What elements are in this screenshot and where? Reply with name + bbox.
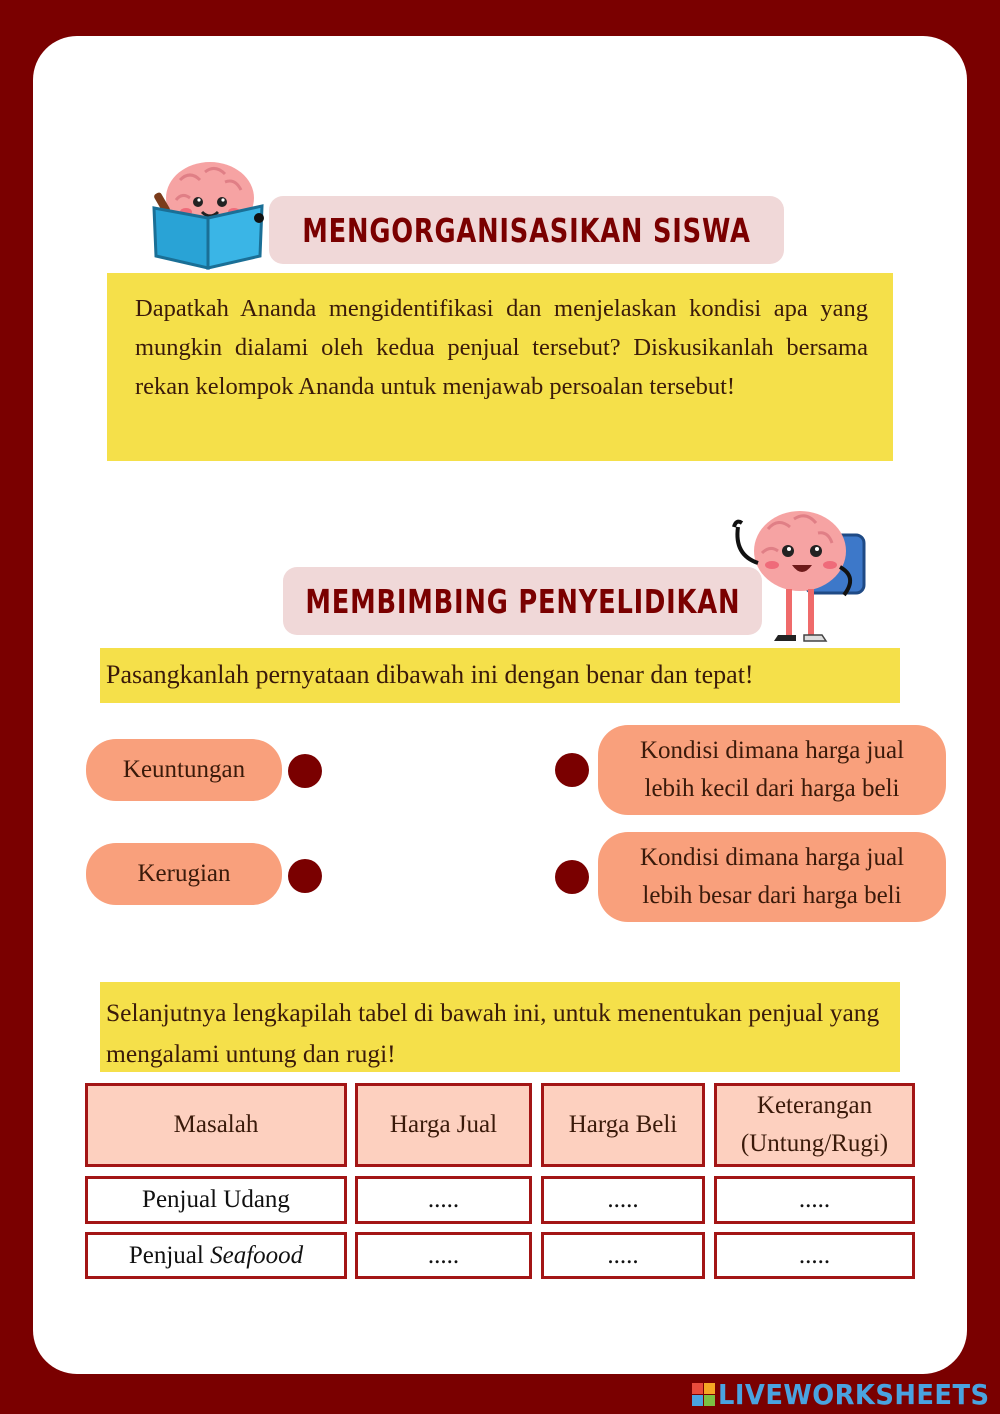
table-cell-harga-beli[interactable] [541,1176,705,1224]
section-title-organize: MENGORGANISASIKAN SISWA [302,210,751,250]
blank-placeholder: ..... [427,1241,460,1269]
blank-placeholder: ..... [607,1241,639,1269]
row-label: Penjual [128,1241,211,1269]
brain-reading-book-icon [150,160,270,272]
liveworksheets-logo-icon [692,1383,716,1407]
match-dot-left-1[interactable] [288,754,322,788]
match-right-item[interactable] [598,725,946,815]
match-right-item[interactable] [598,832,946,922]
table-instruction: Selanjutnya lengkapilah tabel di bawah ini, untuk menentukan penjual yang mengalami untung dan rugi! [100,982,900,1072]
match-left-label: Keuntungan [122,756,246,783]
table-cell-masalah [85,1176,347,1224]
table-header-label: Harga Jual [389,1111,498,1138]
match-left-label: Kerugian [137,860,231,887]
match-left-item[interactable] [86,739,282,801]
matching-instruction: Pasangkanlah pernyataan dibawah ini dengan benar dan tepat! [100,648,900,703]
match-right-line: lebih kecil dari harga beli [644,775,900,802]
match-left-item[interactable] [86,843,282,905]
table-cell-keterangan[interactable] [714,1176,915,1224]
organize-paragraph: Dapatkah Ananda mengidentifikasi dan menjelaskan kondisi apa yang mungkin dialami oleh kedua penjual tersebut? Diskusikanlah bersama rekan kelompok Ananda untuk menjawab persoalan tersebut! [107,273,893,461]
table-header-keterangan [714,1083,915,1167]
blank-placeholder: ..... [427,1186,460,1213]
table-header-label: (Untung/Rugi) [740,1130,889,1157]
match-right-line: Kondisi dimana harga jual [639,737,905,764]
table-header-harga-jual [355,1083,532,1167]
table-cell-keterangan[interactable] [714,1232,915,1279]
blank-placeholder: ..... [798,1186,831,1213]
row-label-italic: Seafoood [210,1241,304,1269]
section-heading-guide [283,567,762,635]
table-cell-harga-beli[interactable] [541,1232,705,1279]
liveworksheets-watermark [692,1378,1000,1411]
row-label: Penjual Udang [142,1186,290,1213]
bullet-dot [254,213,264,223]
table-header-harga-beli [541,1083,705,1167]
blank-placeholder: ..... [607,1186,639,1213]
match-right-line: lebih besar dari harga beli [642,882,902,909]
table-cell-masalah [85,1232,347,1279]
table-header-label: Keterangan [756,1092,873,1119]
watermark-text: LIVEWORKSHEETS [718,1378,990,1411]
match-dot-right-1[interactable] [555,753,589,787]
table-header-masalah [85,1083,347,1167]
section-title-guide: MEMBIMBING PENYELIDIKAN [305,581,740,621]
match-dot-left-2[interactable] [288,859,322,893]
match-right-line: Kondisi dimana harga jual [639,844,905,871]
table-cell-harga-jual[interactable] [355,1232,532,1279]
blank-placeholder: ..... [798,1241,831,1269]
table-header-label: Harga Beli [568,1111,678,1138]
table-cell-harga-jual[interactable] [355,1176,532,1224]
match-dot-right-2[interactable] [555,860,589,894]
table-header-label: Masalah [173,1111,259,1138]
section-heading-organize [269,196,784,264]
